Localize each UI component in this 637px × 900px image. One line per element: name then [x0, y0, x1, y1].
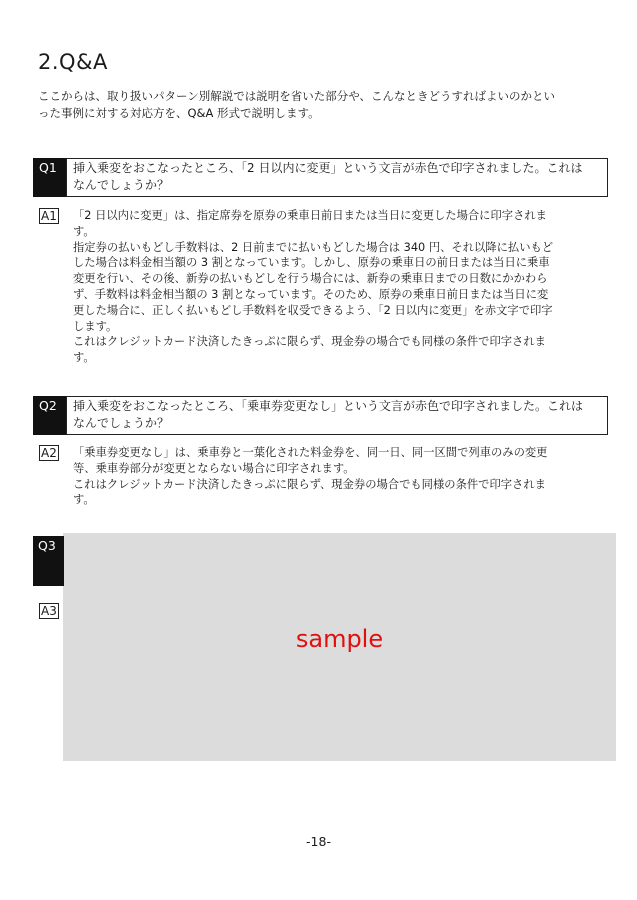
- question-line: 挿入乗変をおこなったところ、「乗車券変更なし」という文言が赤色で印字されました。これは: [73, 399, 584, 413]
- answer-line: 等、乗車券部分が変更とならない場合に印字されます。: [73, 461, 355, 475]
- answer-line: 「2 日以内に変更」は、指定席券を原券の乗車日前日または当日に変更した場合に印字されま: [73, 209, 547, 222]
- answer-line: これはクレジットカード決済したきっぷに限らず、現金券の場合でも同様の条件で印字されま: [73, 477, 546, 491]
- answer-text: [73, 208, 604, 366]
- intro-line: ここからは、取り扱いパターン別解説では説明を省いた部分や、こんなときどうすればよいのかとい: [38, 89, 556, 103]
- answer-tag: A1: [41, 209, 57, 223]
- answer-line: 更した場合に、正しく払いもどし手数料を収受できるよう、「2 日以内に変更」を赤文字で印字: [73, 303, 553, 317]
- answer-line: 指定券の払いもどし手数料は、2 日前までに払いもどした場合は 340 円、それ以降に払いもど: [73, 240, 554, 254]
- answer-text: [73, 445, 604, 508]
- question-tag: Q1: [33, 158, 66, 197]
- question-tag: Q2: [33, 396, 66, 435]
- answer-line: 変更を行い、その後、新券の払いもどしを行う場合には、新券の乗車日までの日数にかかわら: [73, 272, 548, 286]
- answer-1: [39, 208, 604, 366]
- question-text: [66, 158, 608, 197]
- question-1: [33, 158, 608, 197]
- question-text: [66, 396, 608, 435]
- page-number: -18-: [306, 834, 331, 849]
- question-tag: Q3: [33, 536, 64, 586]
- answer-2: [39, 445, 604, 508]
- question-line: なんでしょうか？: [73, 416, 170, 430]
- answer-line: 「乗車券変更なし」は、乗車券と一葉化された料金券を、同一日、同一区間で列車のみの変更: [73, 446, 548, 459]
- page-title: 2.Q&A: [38, 50, 108, 74]
- answer-line: す。: [73, 351, 95, 365]
- answer-tag: A2: [41, 446, 57, 460]
- answer-line: す。: [73, 224, 95, 238]
- question-line: なんでしょうか？: [73, 178, 170, 192]
- sample-watermark: sample: [295, 625, 384, 653]
- intro-line: った事例に対する対応方を、Q&A 形式で説明します。: [38, 106, 320, 120]
- question-2: [33, 396, 608, 435]
- sample-placeholder: [63, 533, 616, 761]
- answer-line: した場合は料金相当額の 3 割となっています。しかし、原券の乗車日の前日または当日に乗車: [73, 256, 550, 270]
- question-line: 挿入乗変をおこなったところ、「2 日以内に変更」という文言が赤色で印字されました。これは: [73, 161, 583, 175]
- answer-line: す。: [73, 493, 95, 507]
- answer-line: します。: [73, 319, 118, 333]
- answer-tag: A3: [41, 604, 57, 618]
- answer-line: ず、手数料は料金相当額の 3 割となっています。そのため、原券の乗車日前日または当日に変: [73, 287, 549, 301]
- intro-paragraph: [38, 88, 600, 122]
- answer-line: これはクレジットカード決済したきっぷに限らず、現金券の場合でも同様の条件で印字されま: [73, 335, 546, 349]
